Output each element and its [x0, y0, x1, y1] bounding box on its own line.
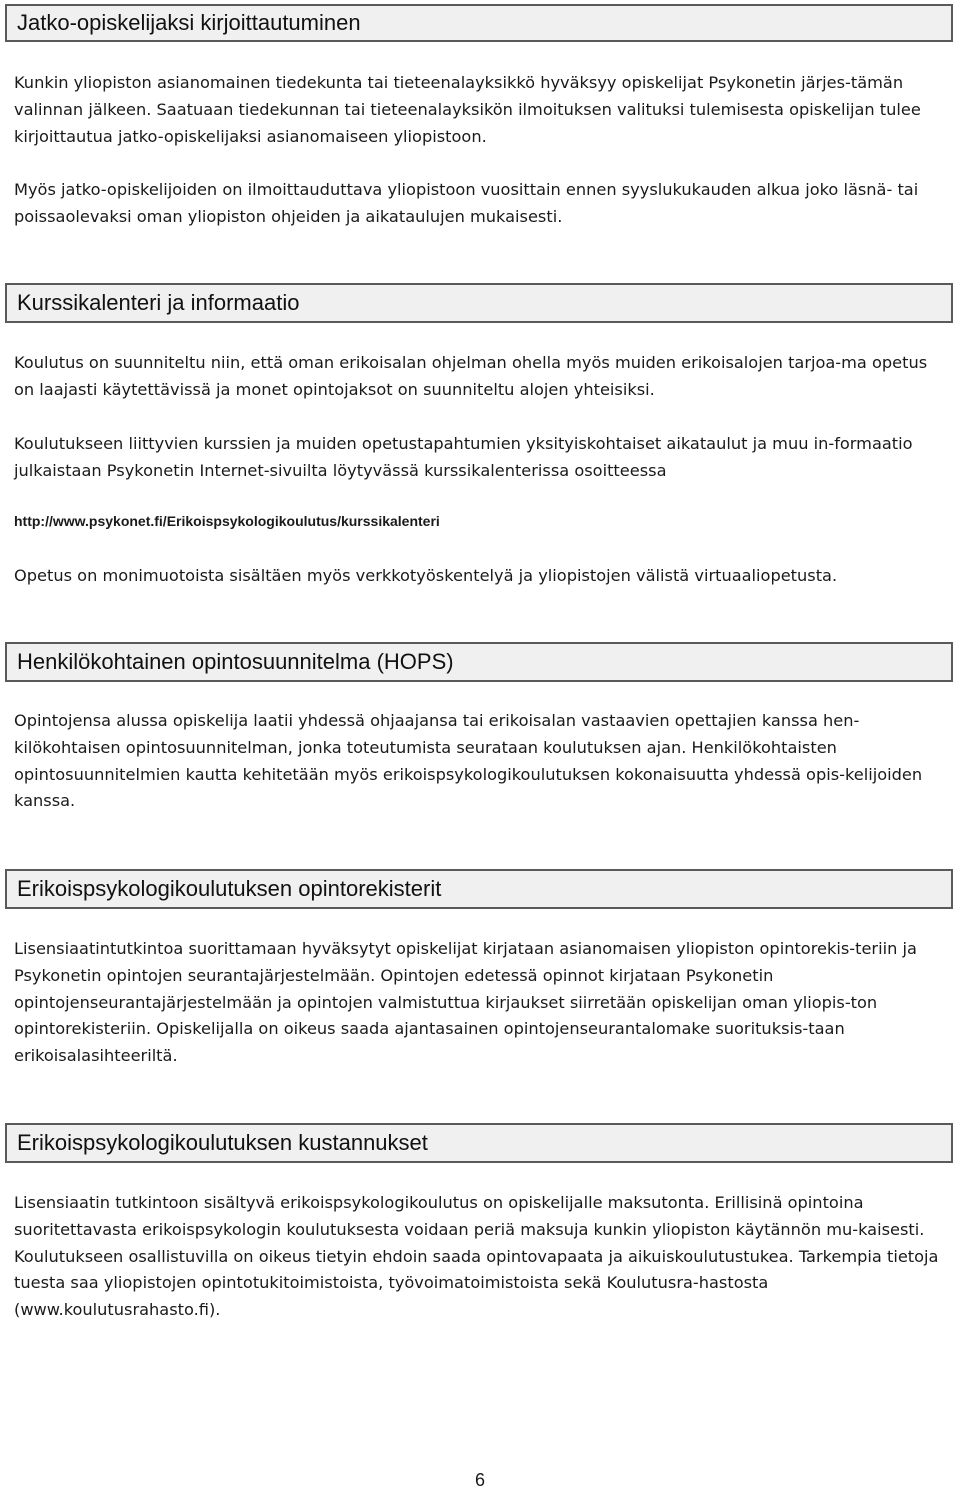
- paragraph: Lisensiaatintutkintoa suorittamaan hyväksytyt opiskelijat kirjataan asianomaisen yliopiston opintorekis-teriin ja Psykonetin opintojen seurantajärjestelmään. Opintojen edetessä opinnot kirjataan Psykonetin opintojenseurantajärjestelmään ja opintojen valmistuttua kirjaukset siirretään opiskelijan oman yliopis-ton opintorekisteriin. Opiskelijalla on oikeus saada ajantasainen opintojenseurantalomake suorituksis-taan erikoisalasihteeriltä.: [14, 939, 917, 1066]
- heading-text: Henkilökohtainen opintosuunnitelma (HOPS): [17, 649, 454, 674]
- section-heading-enrollment: [5, 4, 953, 42]
- heading-text: Jatko-opiskelijaksi kirjoittautuminen: [17, 10, 361, 35]
- section-heading-course-calendar: [5, 283, 953, 323]
- heading-text: Erikoispsykologikoulutuksen kustannukset: [17, 1130, 428, 1155]
- paragraph: Myös jatko-opiskelijoiden on ilmoittauduttava yliopistoon vuosittain ennen syyslukukauden alkua joko läsnä- tai poissaolevaksi oman yliopiston ohjeiden ja aikataulujen mukaisesti.: [14, 180, 919, 226]
- paragraph: Lisensiaatin tutkintoon sisältyvä erikoispsykologikoulutus on opiskelijalle maksutonta. Erillisinä opintoina suoritettavasta erikoispsykologin koulutuksesta voidaan periä maksuja kunkin yliopiston käytännön mu-kaisesti. Koulutukseen osallistuvilla on oikeus tietyin ehdoin saada opintovapaata ja aikuiskoulutustukea. Tarkempia tietoja tuesta saa yliopistojen opintotukitoimistoista, työvoimatoimistoista sekä Koulutusra-hastosta (www.koulutusrahasto.fi).: [14, 1193, 939, 1320]
- course-calendar-link[interactable]: http://www.psykonet.fi/Erikoispsykologikoulutus/kurssikalenteri: [14, 513, 440, 529]
- paragraph: Kunkin yliopiston asianomainen tiedekunta tai tieteenalayksikkö hyväksyy opiskelijat Psykonetin järjes-tämän valinnan jälkeen. Saatuaan tiedekunnan tai tieteenalayksikön ilmoituksen valituksi tulemisesta opiskelijan tulee kirjoittautua jatko-opiskelijaksi asianomaiseen yliopistoon.: [14, 73, 921, 146]
- paragraph: Opintojensa alussa opiskelija laatii yhdessä ohjaajansa tai erikoisalan vastaavien opettajien kanssa hen-kilökohtaisen opintosuunnitelman, jonka toteutumista seurataan koulutuksen ajan. Henkilökohtaisten opintosuunnitelmien kautta kehitetään myös erikoispsykologikoulutuksen kokonaisuutta yhdessä opis-kelijoiden kanssa.: [14, 711, 923, 811]
- heading-text: Erikoispsykologikoulutuksen opintorekisterit: [17, 876, 442, 901]
- section-heading-study-records: [5, 869, 953, 909]
- paragraph: Koulutukseen liittyvien kurssien ja muiden opetustapahtumien yksityiskohtaiset aikataulut ja muu in-formaatio julkaistaan Psykonetin Internet-sivuilta löytyvässä kurssikalenterissa osoitteessa: [14, 434, 913, 480]
- paragraph: Opetus on monimuotoista sisältäen myös verkkotyöskentelyä ja yliopistojen välistä virtuaaliopetusta.: [14, 566, 838, 585]
- section-heading-hops: [5, 642, 953, 682]
- heading-text: Kurssikalenteri ja informaatio: [17, 290, 300, 315]
- paragraph: Koulutus on suunniteltu niin, että oman erikoisalan ohjelman ohella myös muiden erikoisalojen tarjoa-ma opetus on laajasti käytettävissä ja monet opintojaksot on suunniteltu alojen yhteisiksi.: [14, 353, 928, 399]
- page-number: 6: [474, 1470, 485, 1490]
- section-heading-costs: [5, 1123, 953, 1163]
